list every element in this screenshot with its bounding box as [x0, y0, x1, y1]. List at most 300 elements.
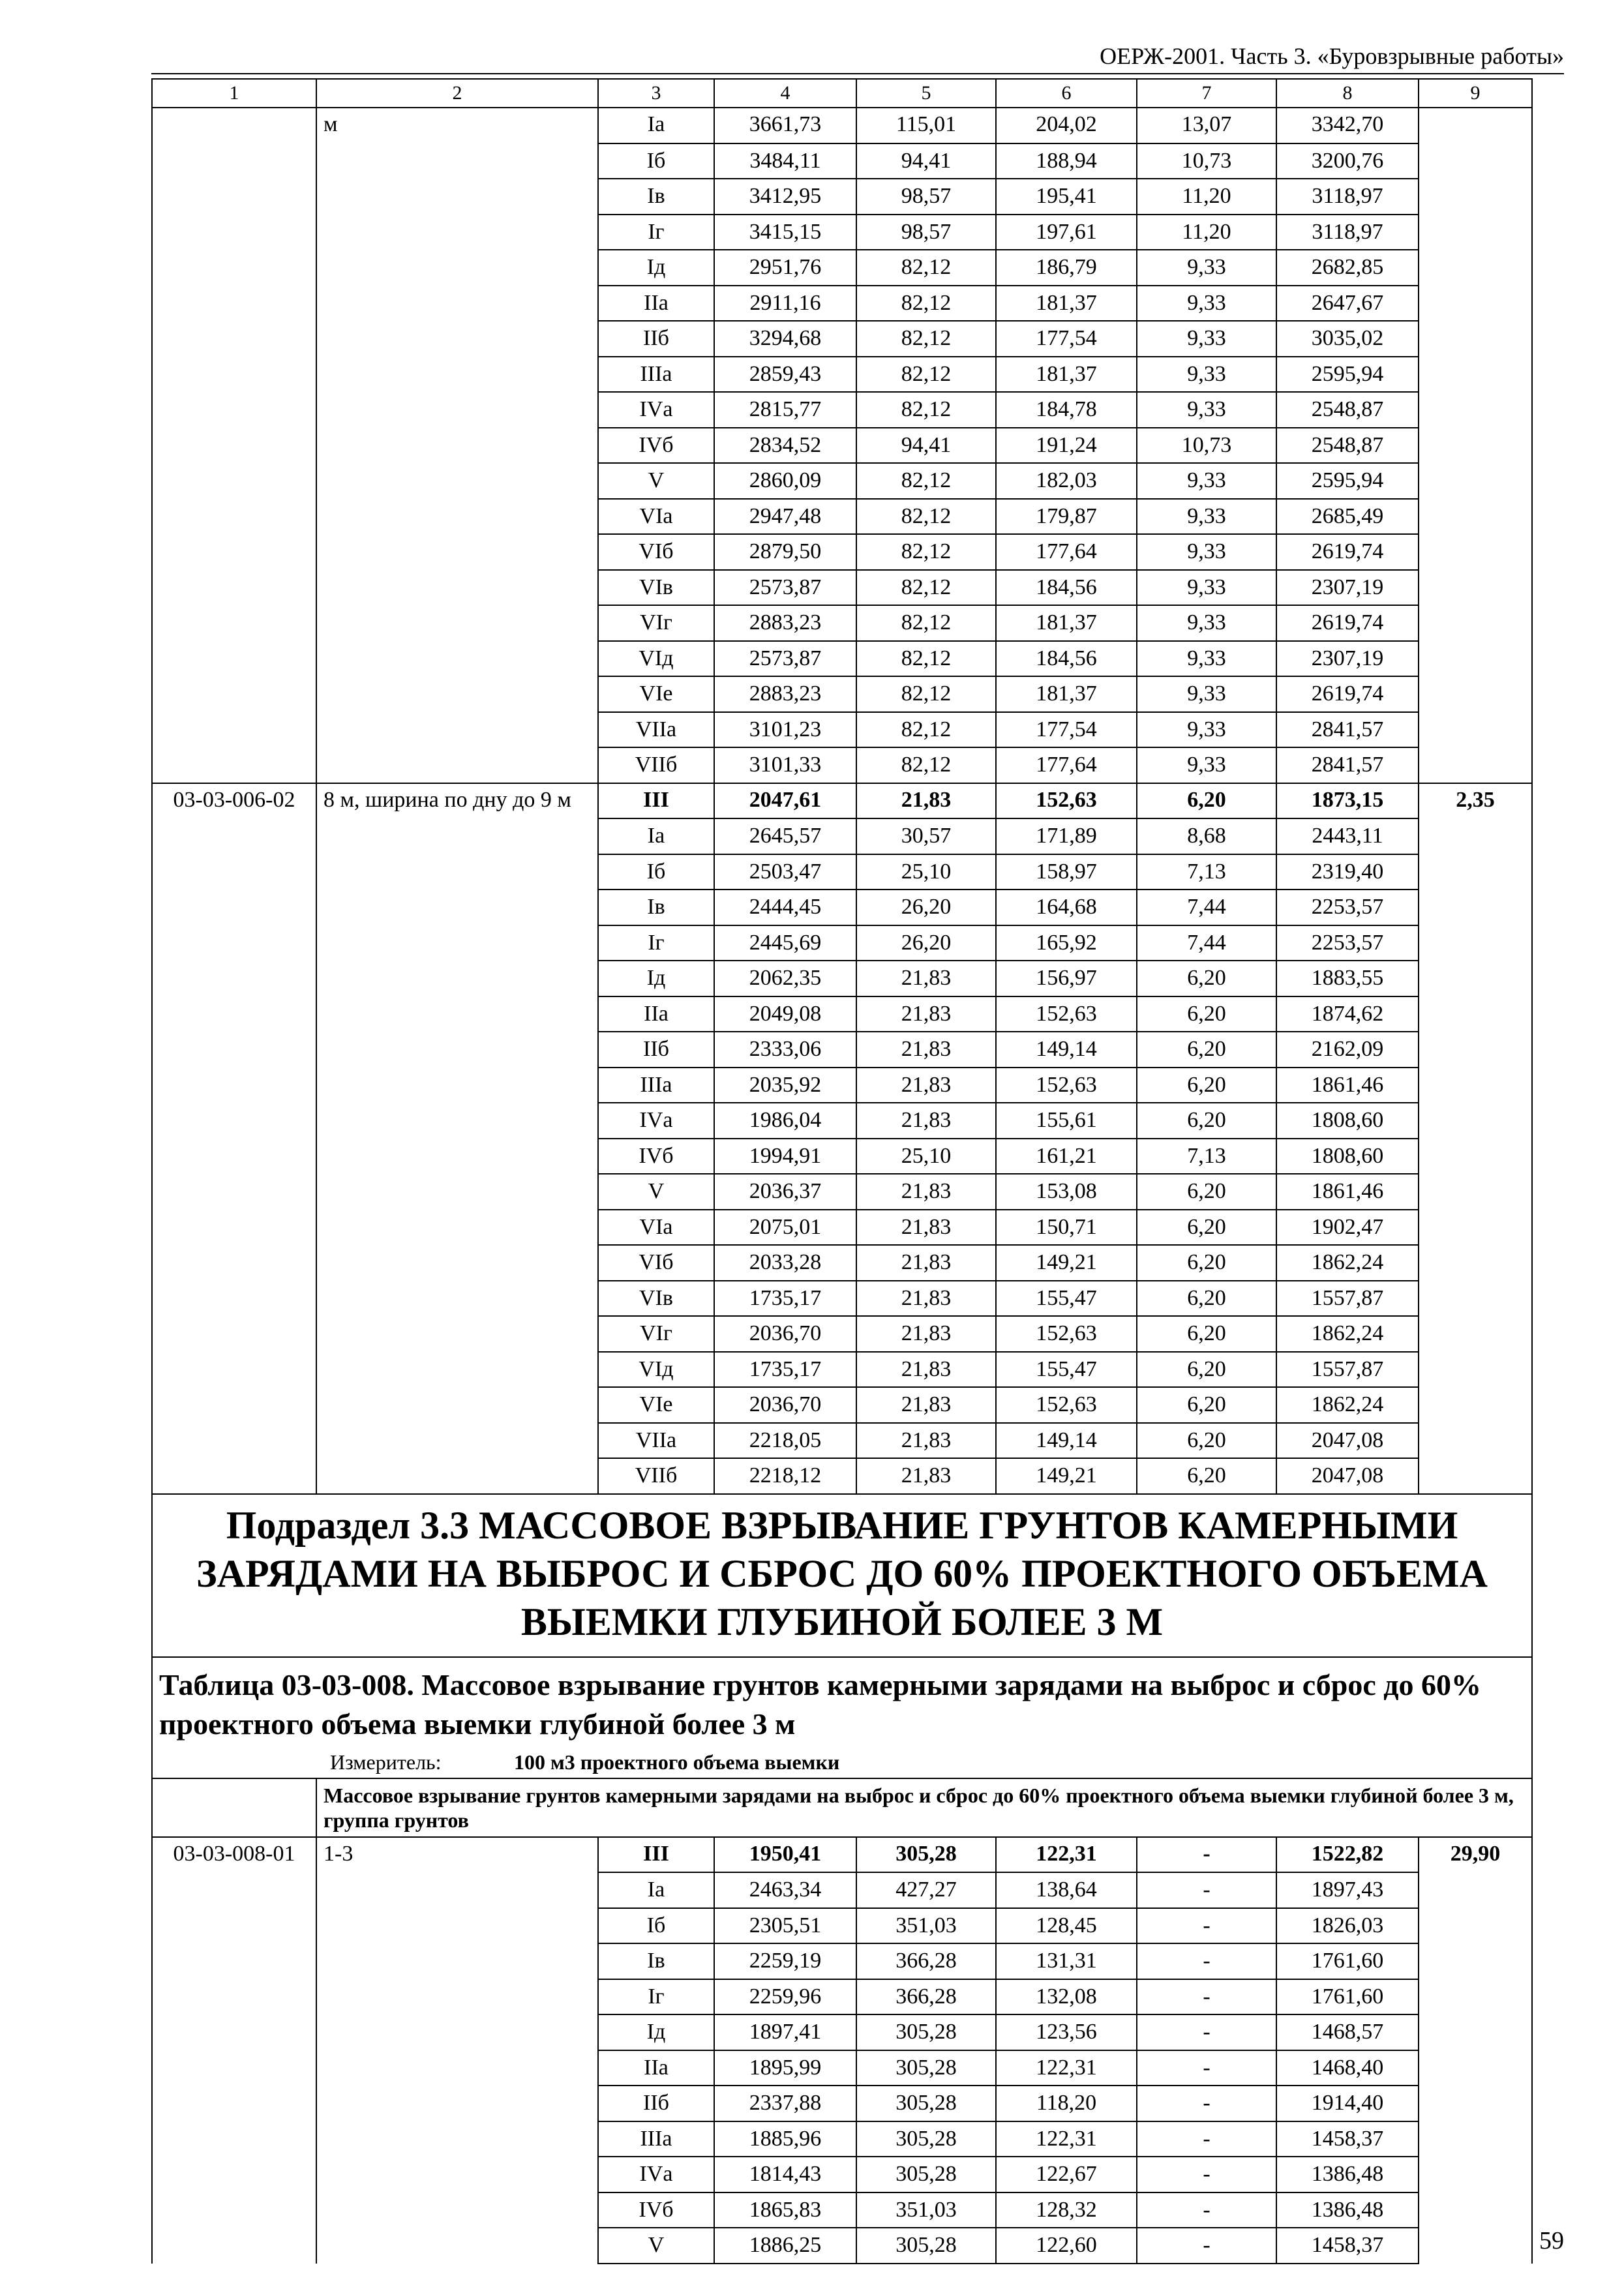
- cost-cell: Iг: [598, 925, 714, 961]
- labor-cost: 2,35: [1419, 783, 1532, 1494]
- cost-cell: 305,28: [856, 2014, 996, 2050]
- cost-cell: 305,28: [856, 2086, 996, 2121]
- measure-label: Измеритель:: [330, 1750, 442, 1774]
- cost-cell: IVб: [598, 1139, 714, 1174]
- cost-cell: 2911,16: [714, 286, 856, 322]
- cost-cell: 82,12: [856, 747, 996, 783]
- cost-cell: 156,97: [996, 961, 1137, 996]
- rates-table: [151, 78, 1533, 2264]
- cost-cell: 1458,37: [1276, 2228, 1419, 2264]
- cost-cell: 2259,19: [714, 1943, 856, 1979]
- cost-cell: 1861,46: [1276, 1174, 1419, 1210]
- cost-cell: -: [1137, 1908, 1276, 1944]
- cost-cell: V: [598, 2228, 714, 2264]
- cost-cell: 186,79: [996, 250, 1137, 286]
- page-number: 59: [1539, 2227, 1564, 2254]
- cost-cell: 188,94: [996, 143, 1137, 179]
- cost-cell: 21,83: [856, 961, 996, 996]
- cost-cell: 94,41: [856, 143, 996, 179]
- cost-cell: 3101,23: [714, 712, 856, 748]
- cost-cell: 1808,60: [1276, 1139, 1419, 1174]
- cost-cell: 2645,57: [714, 818, 856, 854]
- cost-cell: 366,28: [856, 1943, 996, 1979]
- group-description: Массовое взрывание грунтов камерными зарядами на выброс и сброс до 60% проектного объема выемки глубиной более 3 м, группа грунтов: [316, 1778, 1532, 1837]
- section-row: [152, 1494, 1532, 1657]
- cost-cell: 2047,08: [1276, 1423, 1419, 1459]
- cost-cell: 122,31: [996, 1837, 1137, 1873]
- cost-cell: 11,20: [1137, 215, 1276, 250]
- cost-cell: 1883,55: [1276, 961, 1419, 996]
- column-number: 2: [316, 79, 598, 108]
- cost-cell: 2319,40: [1276, 854, 1419, 890]
- cost-cell: 6,20: [1137, 1387, 1276, 1423]
- cost-cell: Iа: [598, 1872, 714, 1908]
- cost-cell: 2307,19: [1276, 570, 1419, 606]
- cost-cell: 1862,24: [1276, 1245, 1419, 1281]
- cost-cell: -: [1137, 2121, 1276, 2157]
- document-header-title: ОЕРЖ-2001. Часть 3. «Буровзрывные работы»: [1100, 43, 1564, 69]
- cost-cell: 1458,37: [1276, 2121, 1419, 2157]
- cost-cell: III: [598, 1837, 714, 1873]
- column-number: 9: [1419, 79, 1532, 108]
- cost-cell: 149,21: [996, 1245, 1137, 1281]
- cost-cell: IIа: [598, 2050, 714, 2086]
- cost-cell: 1895,99: [714, 2050, 856, 2086]
- cost-cell: 1874,62: [1276, 996, 1419, 1032]
- section-heading: Подраздел 3.3 МАССОВОЕ ВЗРЫВАНИЕ ГРУНТОВ КАМЕРНЫМИ ЗАРЯДАМИ НА ВЫБРОС И СБРОС ДО 60% ПРОЕКТНОГО ОБЪЕМА ВЫЕМКИ ГЛУБИНОЙ БОЛЕЕ 3 М: [152, 1494, 1532, 1657]
- cost-cell: 21,83: [856, 1352, 996, 1388]
- cost-cell: 2815,77: [714, 392, 856, 428]
- cost-cell: 1735,17: [714, 1281, 856, 1317]
- cost-cell: 2503,47: [714, 854, 856, 890]
- labor-cost: [1419, 108, 1532, 783]
- cost-cell: IIа: [598, 286, 714, 322]
- cost-cell: 427,27: [856, 1872, 996, 1908]
- cost-cell: Iа: [598, 818, 714, 854]
- cost-cell: V: [598, 1174, 714, 1210]
- cost-cell: VIд: [598, 1352, 714, 1388]
- cost-cell: 1468,57: [1276, 2014, 1419, 2050]
- cost-cell: -: [1137, 1943, 1276, 1979]
- cost-cell: 2841,57: [1276, 747, 1419, 783]
- cost-cell: 21,83: [856, 1387, 996, 1423]
- cost-cell: 2548,87: [1276, 392, 1419, 428]
- cost-cell: -: [1137, 1872, 1276, 1908]
- cost-cell: 152,63: [996, 1387, 1137, 1423]
- cost-cell: 3484,11: [714, 143, 856, 179]
- cost-cell: VIIа: [598, 1423, 714, 1459]
- cost-cell: IIIа: [598, 1068, 714, 1103]
- cost-cell: 6,20: [1137, 1316, 1276, 1352]
- cost-cell: 9,33: [1137, 392, 1276, 428]
- cost-cell: 7,13: [1137, 1139, 1276, 1174]
- cost-cell: 6,20: [1137, 783, 1276, 819]
- cost-cell: 171,89: [996, 818, 1137, 854]
- cost-cell: 182,03: [996, 463, 1137, 499]
- cost-cell: 351,03: [856, 1908, 996, 1944]
- cost-cell: Iг: [598, 1979, 714, 2015]
- cost-cell: 2047,08: [1276, 1458, 1419, 1494]
- cost-cell: 9,33: [1137, 286, 1276, 322]
- cost-cell: IIIа: [598, 2121, 714, 2157]
- cost-cell: 2307,19: [1276, 641, 1419, 677]
- cost-cell: 6,20: [1137, 961, 1276, 996]
- cost-cell: 1761,60: [1276, 1979, 1419, 2015]
- measure-cell: [152, 1746, 1532, 1778]
- cost-cell: 204,02: [996, 108, 1137, 143]
- cost-cell: IVа: [598, 392, 714, 428]
- cost-cell: 11,20: [1137, 179, 1276, 215]
- cost-cell: 181,37: [996, 676, 1137, 712]
- cost-cell: VIа: [598, 499, 714, 535]
- cost-cell: Iв: [598, 1943, 714, 1979]
- cost-cell: 9,33: [1137, 357, 1276, 393]
- cost-cell: 118,20: [996, 2086, 1137, 2121]
- cost-cell: 2619,74: [1276, 534, 1419, 570]
- cost-cell: 25,10: [856, 854, 996, 890]
- cost-cell: Iв: [598, 179, 714, 215]
- cost-cell: 184,78: [996, 392, 1137, 428]
- cost-cell: 3294,68: [714, 321, 856, 357]
- cost-cell: 9,33: [1137, 250, 1276, 286]
- cost-cell: 351,03: [856, 2192, 996, 2228]
- cost-cell: 21,83: [856, 1032, 996, 1068]
- cost-cell: 122,60: [996, 2228, 1137, 2264]
- cost-cell: 1865,83: [714, 2192, 856, 2228]
- cost-cell: VIг: [598, 1316, 714, 1352]
- cost-cell: 2445,69: [714, 925, 856, 961]
- cost-cell: 82,12: [856, 392, 996, 428]
- cost-cell: 2595,94: [1276, 357, 1419, 393]
- cost-cell: 1522,82: [1276, 1837, 1419, 1873]
- cost-cell: 26,20: [856, 925, 996, 961]
- cost-cell: 1994,91: [714, 1139, 856, 1174]
- cost-cell: VIIб: [598, 1458, 714, 1494]
- column-number: 5: [856, 79, 996, 108]
- cost-cell: 2035,92: [714, 1068, 856, 1103]
- cost-cell: 6,20: [1137, 1068, 1276, 1103]
- cost-cell: Iа: [598, 108, 714, 143]
- cost-cell: Iд: [598, 250, 714, 286]
- cost-cell: 177,64: [996, 534, 1137, 570]
- cost-cell: 26,20: [856, 890, 996, 925]
- cost-cell: 305,28: [856, 2050, 996, 2086]
- cost-cell: 6,20: [1137, 1245, 1276, 1281]
- cost-cell: 82,12: [856, 534, 996, 570]
- cost-cell: 9,33: [1137, 463, 1276, 499]
- cost-cell: 1386,48: [1276, 2157, 1419, 2192]
- cost-cell: -: [1137, 2192, 1276, 2228]
- cost-cell: 9,33: [1137, 712, 1276, 748]
- cost-cell: 184,56: [996, 641, 1137, 677]
- work-description: м: [316, 108, 598, 783]
- cost-cell: 128,32: [996, 2192, 1137, 2228]
- cost-cell: 3101,33: [714, 747, 856, 783]
- cost-cell: 9,33: [1137, 570, 1276, 606]
- rate-code: 03-03-008-01: [152, 1837, 316, 2264]
- cost-cell: 2033,28: [714, 1245, 856, 1281]
- cost-cell: 1862,24: [1276, 1316, 1419, 1352]
- cost-cell: 2218,12: [714, 1458, 856, 1494]
- cost-cell: 1885,96: [714, 2121, 856, 2157]
- cost-cell: 98,57: [856, 179, 996, 215]
- cost-cell: 3415,15: [714, 215, 856, 250]
- cost-cell: IVа: [598, 1103, 714, 1139]
- cost-cell: 165,92: [996, 925, 1137, 961]
- cost-cell: 305,28: [856, 2121, 996, 2157]
- cost-cell: 150,71: [996, 1210, 1137, 1246]
- cost-cell: 21,83: [856, 1281, 996, 1317]
- cost-cell: 2860,09: [714, 463, 856, 499]
- labor-cost: 29,90: [1419, 1837, 1532, 2264]
- cost-cell: 98,57: [856, 215, 996, 250]
- cost-cell: IIIа: [598, 357, 714, 393]
- cost-cell: 2075,01: [714, 1210, 856, 1246]
- cost-cell: 1557,87: [1276, 1281, 1419, 1317]
- work-description: 1-3: [316, 1837, 598, 2264]
- cost-cell: IIа: [598, 996, 714, 1032]
- cost-cell: IVа: [598, 2157, 714, 2192]
- table-row: [152, 108, 1532, 143]
- cost-cell: 9,33: [1137, 676, 1276, 712]
- cost-cell: VIб: [598, 1245, 714, 1281]
- cost-cell: 94,41: [856, 428, 996, 464]
- cost-cell: 2682,85: [1276, 250, 1419, 286]
- column-number: 4: [714, 79, 856, 108]
- cost-cell: 2443,11: [1276, 818, 1419, 854]
- cost-cell: 155,61: [996, 1103, 1137, 1139]
- cost-cell: 132,08: [996, 1979, 1137, 2015]
- cost-cell: 2253,57: [1276, 925, 1419, 961]
- cost-cell: 82,12: [856, 641, 996, 677]
- cost-cell: 2337,88: [714, 2086, 856, 2121]
- table-row: [152, 1837, 1532, 1873]
- cost-cell: Iв: [598, 890, 714, 925]
- cost-cell: 2951,76: [714, 250, 856, 286]
- cost-cell: 138,64: [996, 1872, 1137, 1908]
- cost-cell: 82,12: [856, 570, 996, 606]
- cost-cell: 82,12: [856, 463, 996, 499]
- column-number: 7: [1137, 79, 1276, 108]
- cost-cell: 9,33: [1137, 534, 1276, 570]
- cost-cell: 21,83: [856, 1210, 996, 1246]
- cost-cell: 184,56: [996, 570, 1137, 606]
- column-number: 8: [1276, 79, 1419, 108]
- cost-cell: IIб: [598, 2086, 714, 2121]
- cost-cell: 1808,60: [1276, 1103, 1419, 1139]
- cost-cell: 2444,45: [714, 890, 856, 925]
- cost-cell: VIе: [598, 1387, 714, 1423]
- cost-cell: 2595,94: [1276, 463, 1419, 499]
- cost-cell: 2859,43: [714, 357, 856, 393]
- cost-cell: 6,20: [1137, 996, 1276, 1032]
- cost-cell: 1897,41: [714, 2014, 856, 2050]
- cost-cell: 305,28: [856, 2157, 996, 2192]
- cost-cell: 1557,87: [1276, 1352, 1419, 1388]
- cost-cell: -: [1137, 1837, 1276, 1873]
- cost-cell: 305,28: [856, 1837, 996, 1873]
- cost-cell: 179,87: [996, 499, 1137, 535]
- cost-cell: -: [1137, 2086, 1276, 2121]
- rate-code: [152, 108, 316, 783]
- cost-cell: 7,13: [1137, 854, 1276, 890]
- cost-cell: VIе: [598, 676, 714, 712]
- cost-cell: 25,10: [856, 1139, 996, 1174]
- cost-cell: 2685,49: [1276, 499, 1419, 535]
- measure-value: 100 м3 проектного объема выемки: [514, 1750, 840, 1774]
- cost-cell: 2162,09: [1276, 1032, 1419, 1068]
- cost-cell: 2218,05: [714, 1423, 856, 1459]
- cost-cell: 1862,24: [1276, 1387, 1419, 1423]
- column-number-row: [152, 79, 1532, 108]
- cost-cell: -: [1137, 2050, 1276, 2086]
- cost-cell: 2253,57: [1276, 890, 1419, 925]
- cost-cell: 122,31: [996, 2050, 1137, 2086]
- cost-cell: IVб: [598, 428, 714, 464]
- cost-cell: 3035,02: [1276, 321, 1419, 357]
- cost-cell: 21,83: [856, 1316, 996, 1352]
- table-title-row: [152, 1657, 1532, 1746]
- cost-cell: 155,47: [996, 1352, 1137, 1388]
- column-number: 6: [996, 79, 1137, 108]
- cost-cell: 30,57: [856, 818, 996, 854]
- cost-cell: 161,21: [996, 1139, 1137, 1174]
- cost-cell: VIб: [598, 534, 714, 570]
- cost-cell: 82,12: [856, 605, 996, 641]
- cost-cell: -: [1137, 2228, 1276, 2264]
- cost-cell: 1902,47: [1276, 1210, 1419, 1246]
- cost-cell: 3661,73: [714, 108, 856, 143]
- cost-cell: 152,63: [996, 1068, 1137, 1103]
- cost-cell: 21,83: [856, 1174, 996, 1210]
- cost-cell: 122,67: [996, 2157, 1137, 2192]
- header-rule: [151, 73, 1564, 74]
- empty-cell: [152, 1778, 316, 1837]
- cost-cell: 82,12: [856, 321, 996, 357]
- cost-cell: 10,73: [1137, 428, 1276, 464]
- cost-cell: 2573,87: [714, 570, 856, 606]
- cost-cell: 1897,43: [1276, 1872, 1419, 1908]
- cost-cell: 3118,97: [1276, 179, 1419, 215]
- cost-cell: Iб: [598, 1908, 714, 1944]
- cost-cell: 122,31: [996, 2121, 1137, 2157]
- cost-cell: 1914,40: [1276, 2086, 1419, 2121]
- cost-cell: 6,20: [1137, 1423, 1276, 1459]
- cost-cell: 21,83: [856, 996, 996, 1032]
- cost-cell: 1873,15: [1276, 783, 1419, 819]
- cost-cell: 82,12: [856, 712, 996, 748]
- cost-cell: IVб: [598, 2192, 714, 2228]
- cost-cell: Iг: [598, 215, 714, 250]
- cost-cell: 153,08: [996, 1174, 1137, 1210]
- cost-cell: 3342,70: [1276, 108, 1419, 143]
- cost-cell: 152,63: [996, 1316, 1137, 1352]
- cost-cell: 2036,70: [714, 1316, 856, 1352]
- cost-cell: Iд: [598, 961, 714, 996]
- cost-cell: 6,20: [1137, 1352, 1276, 1388]
- cost-cell: 1735,17: [714, 1352, 856, 1388]
- cost-cell: 6,20: [1137, 1032, 1276, 1068]
- cost-cell: 2548,87: [1276, 428, 1419, 464]
- cost-cell: 131,31: [996, 1943, 1137, 1979]
- rates-table-body: [152, 79, 1532, 2264]
- cost-cell: 9,33: [1137, 605, 1276, 641]
- cost-cell: 9,33: [1137, 747, 1276, 783]
- cost-cell: Iб: [598, 143, 714, 179]
- cost-cell: 1386,48: [1276, 2192, 1419, 2228]
- cost-cell: 82,12: [856, 676, 996, 712]
- cost-cell: 82,12: [856, 250, 996, 286]
- cost-cell: 21,83: [856, 783, 996, 819]
- cost-cell: 1886,25: [714, 2228, 856, 2264]
- cost-cell: 149,14: [996, 1032, 1137, 1068]
- cost-cell: 149,21: [996, 1458, 1137, 1494]
- cost-cell: 2619,74: [1276, 605, 1419, 641]
- table-title: Таблица 03-03-008. Массовое взрывание грунтов камерными зарядами на выброс и сброс до 60% проектного объема выемки глубиной более 3 м: [152, 1657, 1532, 1746]
- cost-cell: 191,24: [996, 428, 1137, 464]
- cost-cell: -: [1137, 2014, 1276, 2050]
- cost-cell: VIг: [598, 605, 714, 641]
- cost-cell: 181,37: [996, 357, 1137, 393]
- cost-cell: 2879,50: [714, 534, 856, 570]
- cost-cell: 13,07: [1137, 108, 1276, 143]
- cost-cell: 6,20: [1137, 1174, 1276, 1210]
- cost-cell: 21,83: [856, 1458, 996, 1494]
- cost-cell: 1826,03: [1276, 1908, 1419, 1944]
- cost-cell: 6,20: [1137, 1103, 1276, 1139]
- cost-cell: 9,33: [1137, 321, 1276, 357]
- work-description: 8 м, ширина по дну до 9 м: [316, 783, 598, 1494]
- cost-cell: 1950,41: [714, 1837, 856, 1873]
- cost-cell: 181,37: [996, 605, 1137, 641]
- cost-cell: 21,83: [856, 1103, 996, 1139]
- cost-cell: VIв: [598, 1281, 714, 1317]
- cost-cell: 128,45: [996, 1908, 1137, 1944]
- cost-cell: 2947,48: [714, 499, 856, 535]
- column-number: 3: [598, 79, 714, 108]
- cost-cell: Iд: [598, 2014, 714, 2050]
- cost-cell: 152,63: [996, 996, 1137, 1032]
- cost-cell: 2333,06: [714, 1032, 856, 1068]
- cost-cell: 366,28: [856, 1979, 996, 2015]
- cost-cell: 2463,34: [714, 1872, 856, 1908]
- cost-cell: 6,20: [1137, 1210, 1276, 1246]
- cost-cell: 82,12: [856, 357, 996, 393]
- cost-cell: 2049,08: [714, 996, 856, 1032]
- cost-cell: 1468,40: [1276, 2050, 1419, 2086]
- table-row: [152, 783, 1532, 819]
- cost-cell: 82,12: [856, 286, 996, 322]
- cost-cell: 195,41: [996, 179, 1137, 215]
- cost-cell: 2259,96: [714, 1979, 856, 2015]
- cost-cell: 164,68: [996, 890, 1137, 925]
- cost-cell: III: [598, 783, 714, 819]
- cost-cell: 10,73: [1137, 143, 1276, 179]
- cost-cell: 155,47: [996, 1281, 1137, 1317]
- cost-cell: 2036,37: [714, 1174, 856, 1210]
- cost-cell: 181,37: [996, 286, 1137, 322]
- cost-cell: 7,44: [1137, 890, 1276, 925]
- cost-cell: 123,56: [996, 2014, 1137, 2050]
- cost-cell: 152,63: [996, 783, 1137, 819]
- cost-cell: 21,83: [856, 1423, 996, 1459]
- subgroup-row: [152, 1778, 1532, 1837]
- cost-cell: VIд: [598, 641, 714, 677]
- column-number: 1: [152, 79, 316, 108]
- cost-cell: VIIа: [598, 712, 714, 748]
- cost-cell: 197,61: [996, 215, 1137, 250]
- cost-cell: 7,44: [1137, 925, 1276, 961]
